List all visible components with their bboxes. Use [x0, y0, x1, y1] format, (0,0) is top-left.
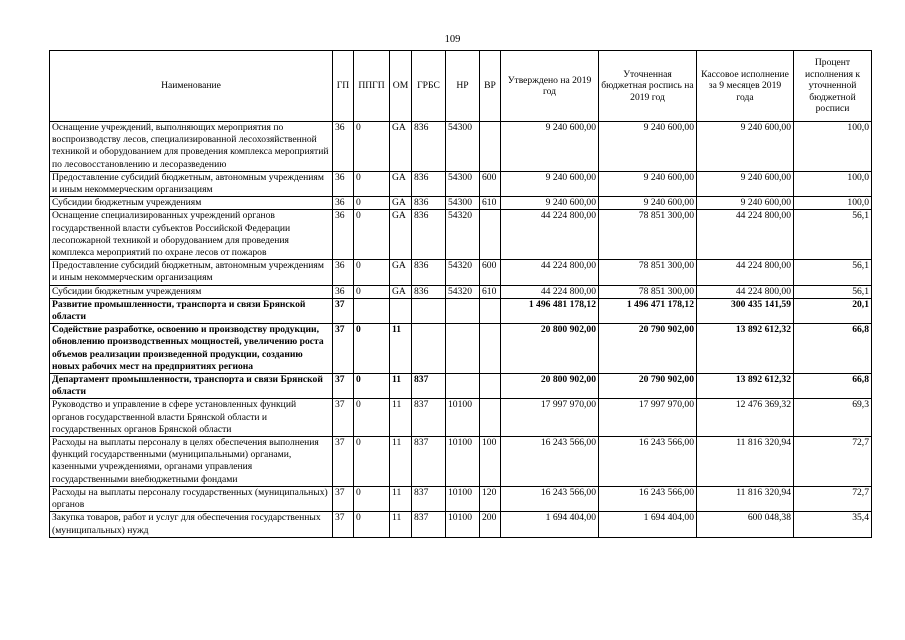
cell-np — [446, 298, 480, 323]
cell-percent: 100,0 — [794, 122, 872, 172]
cell-vr — [480, 374, 501, 399]
header-vr: ВР — [480, 51, 501, 122]
cell-np: 54320 — [446, 285, 480, 298]
cell-approved: 20 800 902,00 — [501, 374, 599, 399]
cell-ppgp: 0 — [354, 285, 390, 298]
cell-om: GA — [390, 171, 412, 196]
cell-revised: 1 694 404,00 — [599, 512, 697, 537]
cell-cash: 44 224 800,00 — [697, 285, 794, 298]
header-grbs: ГРБС — [412, 51, 446, 122]
header-revised: Уточненная бюджетная роспись на 2019 год — [599, 51, 697, 122]
cell-cash: 13 892 612,32 — [697, 324, 794, 374]
cell-name: Закупка товаров, работ и услуг для обеспечения государственных (муниципальных) нужд — [50, 512, 333, 537]
cell-approved: 44 224 800,00 — [501, 260, 599, 285]
cell-ppgp: 0 — [354, 437, 390, 487]
cell-cash: 11 816 320,94 — [697, 437, 794, 487]
cell-name: Руководство и управление в сфере установленных функций органов государственной власти Брянской области и государственных органов Брянской области — [50, 399, 333, 437]
cell-np: 54300 — [446, 122, 480, 172]
cell-cash: 12 476 369,32 — [697, 399, 794, 437]
header-gp: ГП — [333, 51, 354, 122]
table-row — [50, 122, 872, 172]
cell-name: Субсидии бюджетным учреждениям — [50, 285, 333, 298]
cell-revised: 17 997 970,00 — [599, 399, 697, 437]
cell-vr — [480, 298, 501, 323]
cell-gp: 37 — [333, 486, 354, 511]
cell-ppgp: 0 — [354, 486, 390, 511]
cell-ppgp: 0 — [354, 374, 390, 399]
cell-name: Субсидии бюджетным учреждениям — [50, 197, 333, 210]
cell-approved: 44 224 800,00 — [501, 210, 599, 260]
cell-name: Оснащение учреждений, выполняющих мероприятия по воспроизводству лесов, специализированной лесохозяйственной техникой и оборудованием для проведения комплекса мероприятий по лесовосстановлению и лесоразведению — [50, 122, 333, 172]
cell-vr: 610 — [480, 197, 501, 210]
cell-om: 11 — [390, 399, 412, 437]
cell-cash: 9 240 600,00 — [697, 197, 794, 210]
table-row — [50, 171, 872, 196]
cell-approved: 9 240 600,00 — [501, 171, 599, 196]
table-body — [50, 122, 872, 538]
budget-table — [49, 50, 872, 538]
cell-np: 10100 — [446, 437, 480, 487]
cell-np: 54320 — [446, 210, 480, 260]
cell-np: 10100 — [446, 486, 480, 511]
cell-cash: 13 892 612,32 — [697, 374, 794, 399]
cell-grbs — [412, 324, 446, 374]
cell-vr: 600 — [480, 260, 501, 285]
cell-revised: 9 240 600,00 — [599, 171, 697, 196]
cell-grbs: 837 — [412, 374, 446, 399]
table-row — [50, 324, 872, 374]
cell-revised: 9 240 600,00 — [599, 197, 697, 210]
cell-gp: 36 — [333, 122, 354, 172]
cell-approved: 17 997 970,00 — [501, 399, 599, 437]
cell-cash: 600 048,38 — [697, 512, 794, 537]
cell-gp: 37 — [333, 512, 354, 537]
cell-vr: 200 — [480, 512, 501, 537]
cell-percent: 56,1 — [794, 285, 872, 298]
cell-percent: 66,8 — [794, 374, 872, 399]
cell-om: 11 — [390, 437, 412, 487]
cell-grbs: 837 — [412, 512, 446, 537]
header-row — [50, 51, 872, 122]
header-ppgp: ППГП — [354, 51, 390, 122]
cell-gp: 37 — [333, 298, 354, 323]
cell-ppgp: 0 — [354, 324, 390, 374]
cell-ppgp: 0 — [354, 260, 390, 285]
cell-approved: 1 694 404,00 — [501, 512, 599, 537]
table-row — [50, 399, 872, 437]
cell-percent: 20,1 — [794, 298, 872, 323]
cell-grbs: 837 — [412, 437, 446, 487]
header-om: ОМ — [390, 51, 412, 122]
cell-gp: 37 — [333, 324, 354, 374]
cell-name: Предоставление субсидий бюджетным, автономным учреждениям и иным некоммерческим организациям — [50, 260, 333, 285]
cell-name: Оснащение специализированных учреждений органов государственной власти субъектов Российской Федерации лесопожарной техникой и оборудованием для проведения комплекса мероприятий по охране лесов от пожаров — [50, 210, 333, 260]
header-percent: Процент исполнения к уточненной бюджетной росписи — [794, 51, 872, 122]
cell-om: GA — [390, 285, 412, 298]
table-row — [50, 210, 872, 260]
cell-name: Расходы на выплаты персоналу в целях обеспечения выполнения функций государственными (муниципальными) органами, казенными учреждениями, органами управления государственными внебюджетными фондами — [50, 437, 333, 487]
cell-grbs: 837 — [412, 486, 446, 511]
cell-cash: 9 240 600,00 — [697, 122, 794, 172]
cell-cash: 44 224 800,00 — [697, 210, 794, 260]
cell-ppgp: 0 — [354, 122, 390, 172]
cell-approved: 1 496 481 178,12 — [501, 298, 599, 323]
cell-np: 54300 — [446, 171, 480, 196]
cell-om — [390, 298, 412, 323]
table-row — [50, 486, 872, 511]
cell-name: Содействие разработке, освоению и производству продукции, обновлению производственных мощностей, увеличению роста объемов реализации произведенной продукции, созданию новых рабочих мест на предприятиях региона — [50, 324, 333, 374]
cell-percent: 66,8 — [794, 324, 872, 374]
cell-approved: 9 240 600,00 — [501, 197, 599, 210]
header-cash: Кассовое исполнение за 9 месяцев 2019 года — [697, 51, 794, 122]
cell-approved: 44 224 800,00 — [501, 285, 599, 298]
cell-vr: 600 — [480, 171, 501, 196]
cell-om: 11 — [390, 324, 412, 374]
cell-cash: 300 435 141,59 — [697, 298, 794, 323]
cell-gp: 36 — [333, 260, 354, 285]
cell-revised: 78 851 300,00 — [599, 210, 697, 260]
cell-ppgp: 0 — [354, 197, 390, 210]
cell-vr — [480, 399, 501, 437]
cell-gp: 37 — [333, 399, 354, 437]
cell-np: 54300 — [446, 197, 480, 210]
cell-name: Предоставление субсидий бюджетным, автономным учреждениям и иным некоммерческим организациям — [50, 171, 333, 196]
cell-np: 10100 — [446, 399, 480, 437]
cell-grbs: 836 — [412, 210, 446, 260]
cell-grbs: 836 — [412, 285, 446, 298]
cell-vr: 100 — [480, 437, 501, 487]
table-row — [50, 298, 872, 323]
cell-revised: 16 243 566,00 — [599, 437, 697, 487]
cell-vr — [480, 210, 501, 260]
table-row — [50, 437, 872, 487]
cell-ppgp: 0 — [354, 171, 390, 196]
cell-vr: 120 — [480, 486, 501, 511]
cell-gp: 37 — [333, 374, 354, 399]
header-np: НР — [446, 51, 480, 122]
cell-gp: 36 — [333, 285, 354, 298]
cell-percent: 72,7 — [794, 486, 872, 511]
cell-gp: 36 — [333, 197, 354, 210]
cell-revised: 20 790 902,00 — [599, 374, 697, 399]
cell-percent: 100,0 — [794, 171, 872, 196]
cell-ppgp: 0 — [354, 399, 390, 437]
cell-approved: 9 240 600,00 — [501, 122, 599, 172]
table-row — [50, 374, 872, 399]
cell-np — [446, 374, 480, 399]
cell-grbs: 837 — [412, 399, 446, 437]
cell-name: Развитие промышленности, транспорта и связи Брянской области — [50, 298, 333, 323]
cell-np: 10100 — [446, 512, 480, 537]
cell-ppgp: 0 — [354, 210, 390, 260]
cell-np — [446, 324, 480, 374]
cell-revised: 1 496 471 178,12 — [599, 298, 697, 323]
cell-percent: 56,1 — [794, 210, 872, 260]
cell-percent: 56,1 — [794, 260, 872, 285]
cell-gp: 37 — [333, 437, 354, 487]
cell-ppgp — [354, 298, 390, 323]
cell-grbs: 836 — [412, 171, 446, 196]
cell-grbs: 836 — [412, 260, 446, 285]
cell-om: GA — [390, 260, 412, 285]
cell-percent: 72,7 — [794, 437, 872, 487]
cell-name: Департамент промышленности, транспорта и связи Брянской области — [50, 374, 333, 399]
cell-vr — [480, 324, 501, 374]
cell-om: 11 — [390, 486, 412, 511]
cell-approved: 20 800 902,00 — [501, 324, 599, 374]
cell-om: GA — [390, 210, 412, 260]
cell-name: Расходы на выплаты персоналу государственных (муниципальных) органов — [50, 486, 333, 511]
page-number: 109 — [444, 34, 461, 45]
cell-grbs: 836 — [412, 197, 446, 210]
cell-np: 54320 — [446, 260, 480, 285]
cell-percent: 35,4 — [794, 512, 872, 537]
table-row — [50, 260, 872, 285]
cell-gp: 36 — [333, 210, 354, 260]
cell-revised: 78 851 300,00 — [599, 260, 697, 285]
cell-grbs — [412, 298, 446, 323]
cell-vr: 610 — [480, 285, 501, 298]
table-row — [50, 512, 872, 537]
cell-revised: 78 851 300,00 — [599, 285, 697, 298]
cell-ppgp: 0 — [354, 512, 390, 537]
cell-om: 11 — [390, 374, 412, 399]
cell-om: GA — [390, 122, 412, 172]
cell-om: GA — [390, 197, 412, 210]
header-approved: Утверждено на 2019 год — [501, 51, 599, 122]
cell-cash: 44 224 800,00 — [697, 260, 794, 285]
cell-vr — [480, 122, 501, 172]
cell-percent: 69,3 — [794, 399, 872, 437]
table-row — [50, 285, 872, 298]
cell-revised: 20 790 902,00 — [599, 324, 697, 374]
cell-cash: 9 240 600,00 — [697, 171, 794, 196]
header-name: Наименование — [50, 51, 333, 122]
cell-percent: 100,0 — [794, 197, 872, 210]
cell-revised: 16 243 566,00 — [599, 486, 697, 511]
cell-cash: 11 816 320,94 — [697, 486, 794, 511]
table-row — [50, 197, 872, 210]
cell-om: 11 — [390, 512, 412, 537]
cell-grbs: 836 — [412, 122, 446, 172]
cell-approved: 16 243 566,00 — [501, 486, 599, 511]
cell-revised: 9 240 600,00 — [599, 122, 697, 172]
cell-approved: 16 243 566,00 — [501, 437, 599, 487]
cell-gp: 36 — [333, 171, 354, 196]
